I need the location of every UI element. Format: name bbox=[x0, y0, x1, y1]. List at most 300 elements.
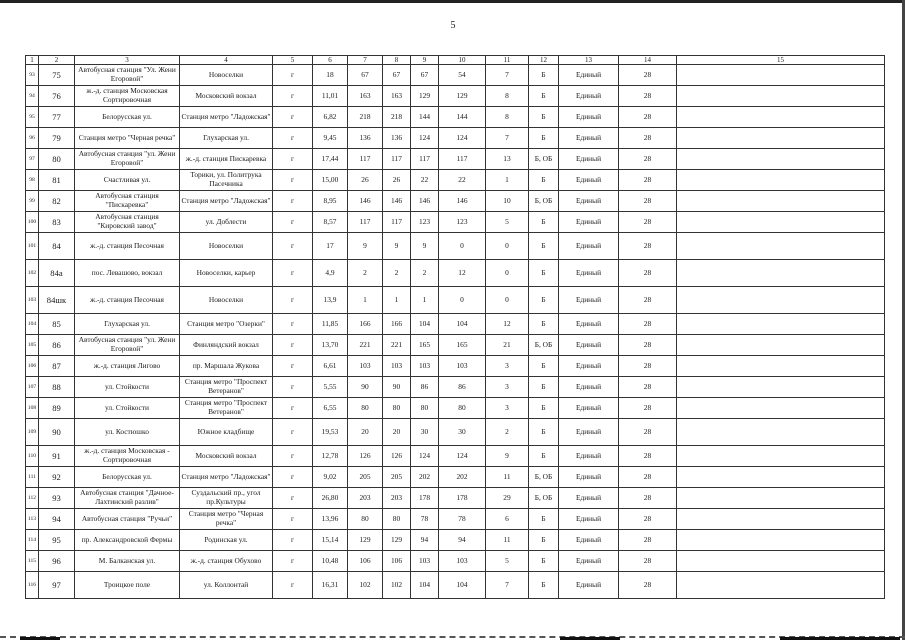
table-cell: ж.-д. станция Московская Сортировочная bbox=[75, 86, 180, 107]
table-cell bbox=[677, 509, 885, 530]
table-cell: Автобусная станция "ул. Жени Егоровой" bbox=[75, 149, 180, 170]
table-cell: ул. Стойкости bbox=[75, 398, 180, 419]
table-cell: Б bbox=[529, 314, 559, 335]
column-number-cell: 6 bbox=[313, 56, 348, 65]
table-cell bbox=[677, 530, 885, 551]
table-cell: 84а bbox=[39, 260, 75, 287]
table-cell: 144 bbox=[411, 107, 439, 128]
table-cell: 103 bbox=[439, 551, 486, 572]
table-cell: Станция метро "Проспект Ветеранов" bbox=[180, 377, 273, 398]
table-cell: 28 bbox=[619, 212, 677, 233]
table-cell: 11 bbox=[486, 467, 529, 488]
table-cell: г bbox=[273, 530, 313, 551]
table-row bbox=[26, 86, 885, 107]
table-cell: Б bbox=[529, 260, 559, 287]
table-cell bbox=[677, 128, 885, 149]
table-cell: 221 bbox=[383, 335, 411, 356]
table-cell: 12 bbox=[439, 260, 486, 287]
table-cell: Автобусная станция "Кировский завод" bbox=[75, 212, 180, 233]
table-cell: Суздальский пр., угол пр.Культуры bbox=[180, 488, 273, 509]
table-cell: 21 bbox=[486, 335, 529, 356]
table-cell: 86 bbox=[39, 335, 75, 356]
table-cell: 2 bbox=[383, 260, 411, 287]
table-cell: 67 bbox=[383, 65, 411, 86]
table-cell: Белорусская ул. bbox=[75, 107, 180, 128]
table-cell: 88 bbox=[39, 377, 75, 398]
table-cell: 126 bbox=[383, 446, 411, 467]
table-cell: 81 bbox=[39, 170, 75, 191]
table-cell bbox=[677, 260, 885, 287]
table-cell: 104 bbox=[26, 314, 39, 335]
table-cell: 8,95 bbox=[313, 191, 348, 212]
table-cell: 85 bbox=[39, 314, 75, 335]
table-cell: 114 bbox=[26, 530, 39, 551]
table-cell: ж.-д. станция Обухово bbox=[180, 551, 273, 572]
table-cell: Единый bbox=[559, 572, 619, 599]
table-cell: 202 bbox=[411, 467, 439, 488]
table-cell: Единый bbox=[559, 65, 619, 86]
table-cell: Единый bbox=[559, 107, 619, 128]
table-cell: 9 bbox=[348, 233, 383, 260]
table-cell: 28 bbox=[619, 398, 677, 419]
table-cell: Б bbox=[529, 128, 559, 149]
table-cell: 17,44 bbox=[313, 149, 348, 170]
table-cell: 94 bbox=[439, 530, 486, 551]
table-cell: 165 bbox=[439, 335, 486, 356]
table-cell: 28 bbox=[619, 128, 677, 149]
table-cell: 144 bbox=[439, 107, 486, 128]
table-cell: пос. Левашово, вокзал bbox=[75, 260, 180, 287]
table-cell: Единый bbox=[559, 551, 619, 572]
table-cell: 123 bbox=[411, 212, 439, 233]
column-number-cell: 5 bbox=[273, 56, 313, 65]
table-cell: 124 bbox=[439, 128, 486, 149]
table-cell: Б, ОБ bbox=[529, 335, 559, 356]
table-cell: 102 bbox=[348, 572, 383, 599]
table-cell: 92 bbox=[39, 467, 75, 488]
table-cell: г bbox=[273, 572, 313, 599]
table-row bbox=[26, 287, 885, 314]
table-cell: 26 bbox=[348, 170, 383, 191]
table-cell: 7 bbox=[486, 572, 529, 599]
table-cell: Станция метро "Проспект Ветеранов" bbox=[180, 398, 273, 419]
table-cell: 4,9 bbox=[313, 260, 348, 287]
table-cell: 104 bbox=[411, 314, 439, 335]
table-cell: 83 bbox=[39, 212, 75, 233]
table-cell: г bbox=[273, 107, 313, 128]
table-cell: 28 bbox=[619, 287, 677, 314]
table-cell: 129 bbox=[439, 86, 486, 107]
table-cell: 7 bbox=[486, 128, 529, 149]
table-cell: 80 bbox=[383, 509, 411, 530]
table-cell: Единый bbox=[559, 233, 619, 260]
table-cell: 67 bbox=[348, 65, 383, 86]
table-cell: Станция метро "Черная речка" bbox=[180, 509, 273, 530]
table-cell: г bbox=[273, 287, 313, 314]
table-cell: ул. Костюшко bbox=[75, 419, 180, 446]
table-cell: 6,55 bbox=[313, 398, 348, 419]
table-cell: Автобусная станция "Ручьи" bbox=[75, 509, 180, 530]
column-number-cell: 8 bbox=[383, 56, 411, 65]
table-cell: 2 bbox=[411, 260, 439, 287]
table-cell bbox=[677, 86, 885, 107]
table-cell: Б bbox=[529, 65, 559, 86]
table-cell: Единый bbox=[559, 170, 619, 191]
table-cell: 79 bbox=[39, 128, 75, 149]
table-cell: г bbox=[273, 314, 313, 335]
table-cell: Московский вокзал bbox=[180, 86, 273, 107]
table-cell: г bbox=[273, 86, 313, 107]
table-cell: 11,85 bbox=[313, 314, 348, 335]
table-cell: 76 bbox=[39, 86, 75, 107]
table-cell: 80 bbox=[383, 398, 411, 419]
table-cell: Станция метро "Ладожская" bbox=[180, 107, 273, 128]
table-cell: Единый bbox=[559, 149, 619, 170]
table-cell: 0 bbox=[486, 287, 529, 314]
table-cell: 123 bbox=[439, 212, 486, 233]
table-cell: г bbox=[273, 551, 313, 572]
table-row bbox=[26, 65, 885, 86]
table-cell: Южное кладбище bbox=[180, 419, 273, 446]
table-cell: Единый bbox=[559, 335, 619, 356]
table-cell: ул. Стойкости bbox=[75, 377, 180, 398]
table-row bbox=[26, 107, 885, 128]
table-cell bbox=[677, 398, 885, 419]
table-cell: Б bbox=[529, 377, 559, 398]
table-cell: 124 bbox=[439, 446, 486, 467]
table-cell: 28 bbox=[619, 149, 677, 170]
table-cell: Б, ОБ bbox=[529, 488, 559, 509]
table-cell bbox=[677, 488, 885, 509]
table-cell: 106 bbox=[348, 551, 383, 572]
table-cell: Новоселки bbox=[180, 287, 273, 314]
table-cell: г bbox=[273, 212, 313, 233]
table-cell: Автобусная станция "Ул. Жени Егоровой" bbox=[75, 65, 180, 86]
table-cell: Б bbox=[529, 572, 559, 599]
table-cell: г bbox=[273, 446, 313, 467]
table-cell: 1 bbox=[383, 287, 411, 314]
table-cell: Б bbox=[529, 530, 559, 551]
table-cell: 84шк bbox=[39, 287, 75, 314]
table-cell: 0 bbox=[486, 233, 529, 260]
table-cell: 129 bbox=[411, 86, 439, 107]
table-cell bbox=[677, 467, 885, 488]
table-cell: 1 bbox=[411, 287, 439, 314]
table-cell: 124 bbox=[411, 446, 439, 467]
table-cell: г bbox=[273, 170, 313, 191]
table-cell: 106 bbox=[383, 551, 411, 572]
column-number-cell: 15 bbox=[677, 56, 885, 65]
table-row bbox=[26, 530, 885, 551]
table-cell: 15,00 bbox=[313, 170, 348, 191]
table-cell: 12,78 bbox=[313, 446, 348, 467]
table-cell: 11,01 bbox=[313, 86, 348, 107]
table-cell: 104 bbox=[439, 572, 486, 599]
table-cell bbox=[677, 287, 885, 314]
table-cell: 20 bbox=[348, 419, 383, 446]
table-cell: Единый bbox=[559, 377, 619, 398]
column-number-cell: 4 bbox=[180, 56, 273, 65]
table-cell: 28 bbox=[619, 86, 677, 107]
table-cell: 136 bbox=[348, 128, 383, 149]
table-cell: 146 bbox=[348, 191, 383, 212]
table-row bbox=[26, 128, 885, 149]
table-cell: 86 bbox=[411, 377, 439, 398]
table-cell: Новоселки bbox=[180, 233, 273, 260]
table-cell: 13,70 bbox=[313, 335, 348, 356]
table-row bbox=[26, 233, 885, 260]
table-cell: 91 bbox=[39, 446, 75, 467]
column-number-cell: 10 bbox=[439, 56, 486, 65]
table-cell: 202 bbox=[439, 467, 486, 488]
table-cell: 6,82 bbox=[313, 107, 348, 128]
table-cell: 80 bbox=[348, 398, 383, 419]
table-cell: 13,96 bbox=[313, 509, 348, 530]
table-cell: Б bbox=[529, 398, 559, 419]
table-row bbox=[26, 149, 885, 170]
table-cell: Станция метро "Ладожская" bbox=[180, 191, 273, 212]
table-cell: 102 bbox=[383, 572, 411, 599]
table-row bbox=[26, 551, 885, 572]
table-row bbox=[26, 398, 885, 419]
table-cell: Б bbox=[529, 419, 559, 446]
table-cell bbox=[677, 65, 885, 86]
table-cell: 13 bbox=[486, 149, 529, 170]
table-cell: 3 bbox=[486, 398, 529, 419]
routes-table bbox=[25, 55, 885, 599]
table-row bbox=[26, 446, 885, 467]
table-cell: 205 bbox=[383, 467, 411, 488]
column-number-cell: 7 bbox=[348, 56, 383, 65]
table-cell: 28 bbox=[619, 356, 677, 377]
table-cell: Единый bbox=[559, 356, 619, 377]
table-cell: 18 bbox=[313, 65, 348, 86]
table-cell: 112 bbox=[26, 488, 39, 509]
table-cell: 99 bbox=[26, 191, 39, 212]
column-number-cell: 14 bbox=[619, 56, 677, 65]
table-cell: 28 bbox=[619, 446, 677, 467]
table-row bbox=[26, 572, 885, 599]
table-cell: 93 bbox=[39, 488, 75, 509]
table-cell: 7 bbox=[486, 65, 529, 86]
table-cell: г bbox=[273, 398, 313, 419]
table-cell: 129 bbox=[383, 530, 411, 551]
table-cell: ж.-д. станция Пискаревка bbox=[180, 149, 273, 170]
table-cell: 124 bbox=[411, 128, 439, 149]
table-row bbox=[26, 314, 885, 335]
table-cell bbox=[677, 572, 885, 599]
table-cell: 8,57 bbox=[313, 212, 348, 233]
table-cell: 106 bbox=[26, 356, 39, 377]
column-number-cell: 11 bbox=[486, 56, 529, 65]
table-cell: 117 bbox=[439, 149, 486, 170]
table-cell: 104 bbox=[411, 572, 439, 599]
table-cell: 28 bbox=[619, 509, 677, 530]
table-cell: 78 bbox=[411, 509, 439, 530]
table-cell: 95 bbox=[26, 107, 39, 128]
table-cell: ж.-д. станция Московская - Сортировочная bbox=[75, 446, 180, 467]
table-cell: 129 bbox=[348, 530, 383, 551]
table-cell: г bbox=[273, 233, 313, 260]
table-cell: 28 bbox=[619, 260, 677, 287]
table-cell: 117 bbox=[348, 149, 383, 170]
table-cell: 17 bbox=[313, 233, 348, 260]
table-cell: 67 bbox=[411, 65, 439, 86]
table-cell: 54 bbox=[439, 65, 486, 86]
table-cell: 104 bbox=[439, 314, 486, 335]
table-cell: 6,61 bbox=[313, 356, 348, 377]
table-cell bbox=[677, 419, 885, 446]
table-cell: 2 bbox=[348, 260, 383, 287]
table-cell bbox=[677, 149, 885, 170]
table-cell: 1 bbox=[348, 287, 383, 314]
column-number-row bbox=[26, 56, 885, 65]
table-cell: ул. Доблести bbox=[180, 212, 273, 233]
table-cell: 5,55 bbox=[313, 377, 348, 398]
table-cell: 3 bbox=[486, 377, 529, 398]
table-cell: 96 bbox=[26, 128, 39, 149]
table-cell: 117 bbox=[411, 149, 439, 170]
table-cell: 28 bbox=[619, 65, 677, 86]
table-cell: Глухарская ул. bbox=[75, 314, 180, 335]
table-cell: 166 bbox=[383, 314, 411, 335]
table-cell: 110 bbox=[26, 446, 39, 467]
table-cell: 26,80 bbox=[313, 488, 348, 509]
table-cell: 102 bbox=[26, 260, 39, 287]
table-cell: 103 bbox=[383, 356, 411, 377]
table-cell: 28 bbox=[619, 467, 677, 488]
table-cell: Белорусская ул. bbox=[75, 467, 180, 488]
table-cell: 98 bbox=[26, 170, 39, 191]
column-number-cell: 13 bbox=[559, 56, 619, 65]
table-cell: 218 bbox=[383, 107, 411, 128]
table-cell bbox=[677, 356, 885, 377]
table-cell: 178 bbox=[411, 488, 439, 509]
table-cell: 16,31 bbox=[313, 572, 348, 599]
table-cell: 28 bbox=[619, 530, 677, 551]
table-cell: 15,14 bbox=[313, 530, 348, 551]
table-cell: 107 bbox=[26, 377, 39, 398]
table-row bbox=[26, 260, 885, 287]
table-cell: 90 bbox=[383, 377, 411, 398]
table-cell: 28 bbox=[619, 335, 677, 356]
table-cell: 136 bbox=[383, 128, 411, 149]
table-cell: 113 bbox=[26, 509, 39, 530]
table-cell: 9,45 bbox=[313, 128, 348, 149]
table-cell: 116 bbox=[26, 572, 39, 599]
table-cell: Родинская ул. bbox=[180, 530, 273, 551]
table-cell bbox=[677, 446, 885, 467]
table-row bbox=[26, 488, 885, 509]
table-cell: ж.-д. станция Песочная bbox=[75, 287, 180, 314]
column-number-cell: 2 bbox=[39, 56, 75, 65]
table-cell: 96 bbox=[39, 551, 75, 572]
table-cell: 203 bbox=[348, 488, 383, 509]
table-cell: 9 bbox=[486, 446, 529, 467]
table-cell: 80 bbox=[439, 398, 486, 419]
table-cell: Финляндский вокзал bbox=[180, 335, 273, 356]
table-cell: пр. Александровской Фермы bbox=[75, 530, 180, 551]
table-cell: г bbox=[273, 419, 313, 446]
page-number: 5 bbox=[450, 20, 456, 31]
table-cell: 108 bbox=[26, 398, 39, 419]
table-cell: 8 bbox=[486, 107, 529, 128]
table-cell: 28 bbox=[619, 233, 677, 260]
table-cell: 103 bbox=[411, 551, 439, 572]
table-cell: г bbox=[273, 467, 313, 488]
table-cell bbox=[677, 191, 885, 212]
table-cell: Троицкое поле bbox=[75, 572, 180, 599]
table-cell: 90 bbox=[39, 419, 75, 446]
table-cell: 12 bbox=[486, 314, 529, 335]
table-cell: 1 bbox=[486, 170, 529, 191]
table-cell: 103 bbox=[26, 287, 39, 314]
table-cell: Единый bbox=[559, 287, 619, 314]
table-cell: 11 bbox=[486, 530, 529, 551]
table-cell: ул. Коллонтай bbox=[180, 572, 273, 599]
table-cell: Единый bbox=[559, 128, 619, 149]
table-cell: 0 bbox=[439, 233, 486, 260]
table-cell: Московский вокзал bbox=[180, 446, 273, 467]
scan-bottom-border bbox=[0, 636, 905, 638]
table-cell: Б, ОБ bbox=[529, 467, 559, 488]
table-cell: 28 bbox=[619, 488, 677, 509]
table-cell: Б bbox=[529, 86, 559, 107]
table-cell: Единый bbox=[559, 314, 619, 335]
table-cell: 22 bbox=[439, 170, 486, 191]
table-cell: 146 bbox=[439, 191, 486, 212]
table-cell: 77 bbox=[39, 107, 75, 128]
table-cell: 93 bbox=[26, 65, 39, 86]
column-number-cell: 1 bbox=[26, 56, 39, 65]
table-cell: Торики, ул. Политрука Пасечника bbox=[180, 170, 273, 191]
table-cell: 80 bbox=[39, 149, 75, 170]
table-cell: Единый bbox=[559, 509, 619, 530]
table-cell: 89 bbox=[39, 398, 75, 419]
table-cell bbox=[677, 551, 885, 572]
table-cell: М. Балканская ул. bbox=[75, 551, 180, 572]
table-cell bbox=[677, 212, 885, 233]
table-row bbox=[26, 377, 885, 398]
table-cell: Б bbox=[529, 107, 559, 128]
table-cell: 97 bbox=[26, 149, 39, 170]
table-cell: 29 bbox=[486, 488, 529, 509]
table-cell: 5 bbox=[486, 551, 529, 572]
table-cell: Б bbox=[529, 551, 559, 572]
table-cell: 3 bbox=[486, 356, 529, 377]
table-cell: Новоселки, карьер bbox=[180, 260, 273, 287]
table-cell: г bbox=[273, 377, 313, 398]
table-cell: 28 bbox=[619, 419, 677, 446]
table-cell: Единый bbox=[559, 398, 619, 419]
table-cell: Б bbox=[529, 212, 559, 233]
table-cell: Б bbox=[529, 446, 559, 467]
table-cell: Б bbox=[529, 287, 559, 314]
table-cell: Единый bbox=[559, 212, 619, 233]
table-cell: г bbox=[273, 335, 313, 356]
table-cell: Автобусная станция "Пискаревка" bbox=[75, 191, 180, 212]
table-cell: Станция метро "Озерки" bbox=[180, 314, 273, 335]
table-cell: ж.-д. станция Лигово bbox=[75, 356, 180, 377]
table-cell: 84 bbox=[39, 233, 75, 260]
table-row bbox=[26, 212, 885, 233]
table-cell: 178 bbox=[439, 488, 486, 509]
table-cell: Б bbox=[529, 509, 559, 530]
table-cell: г bbox=[273, 128, 313, 149]
table-cell: 28 bbox=[619, 551, 677, 572]
table-cell: 19,53 bbox=[313, 419, 348, 446]
table-cell: ж.-д. станция Песочная bbox=[75, 233, 180, 260]
